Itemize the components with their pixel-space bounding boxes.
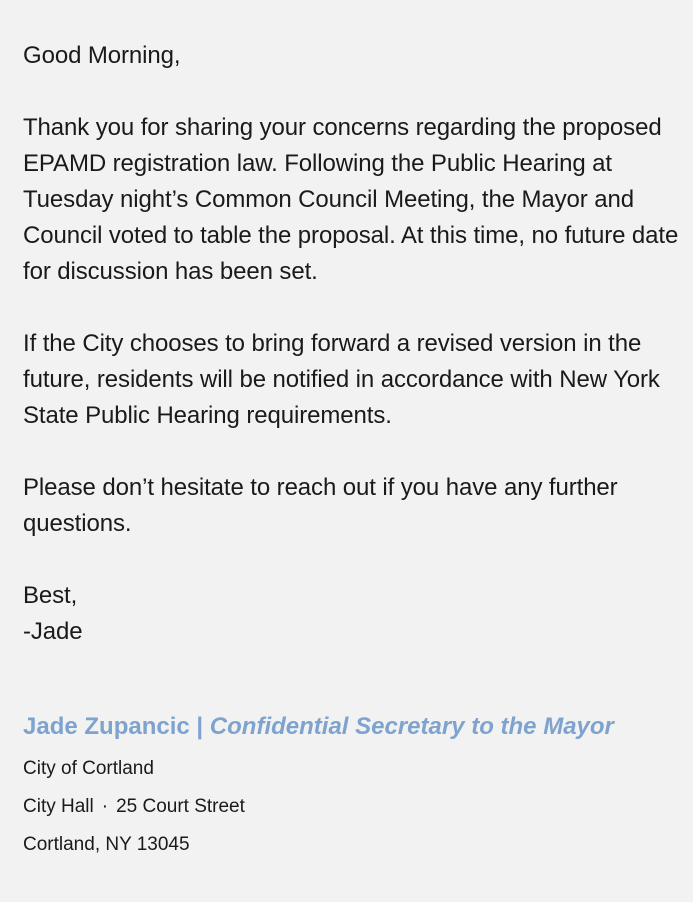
sign-off: -Jade [23,618,83,645]
body-paragraph-3: Please don’t hesitate to reach out if you have any further questions. [23,474,618,537]
signature-title [23,708,673,746]
signature-role: Confidential Secretary to the Mayor [209,713,614,740]
signature-separator: | [196,713,204,740]
email-body [23,38,683,650]
signature-building: City Hall [23,796,94,817]
body-paragraph-1: Thank you for sharing your concerns regarding the proposed EPAMD registration law. Following the Public Hearing at Tuesday night’s Common Council Meeting, the Mayor and Council voted to table the proposal. At this time, no future date for discussion has been set. [23,114,679,285]
signature-org: City of Cortland [23,758,154,779]
signature-street: 25 Court Street [116,796,245,817]
signature-address [23,797,673,816]
body-paragraph-2: If the City chooses to bring forward a revised version in the future, residents will be notified in accordance with New York State Public Hearing requirements. [23,330,660,429]
signature-name: Jade Zupancic [23,713,190,740]
signature-dot: · [101,796,109,817]
greeting: Good Morning, [23,42,181,69]
signature-city: Cortland, NY 13045 [23,834,190,855]
email-signature [23,708,673,854]
closing: Best, [23,582,78,609]
